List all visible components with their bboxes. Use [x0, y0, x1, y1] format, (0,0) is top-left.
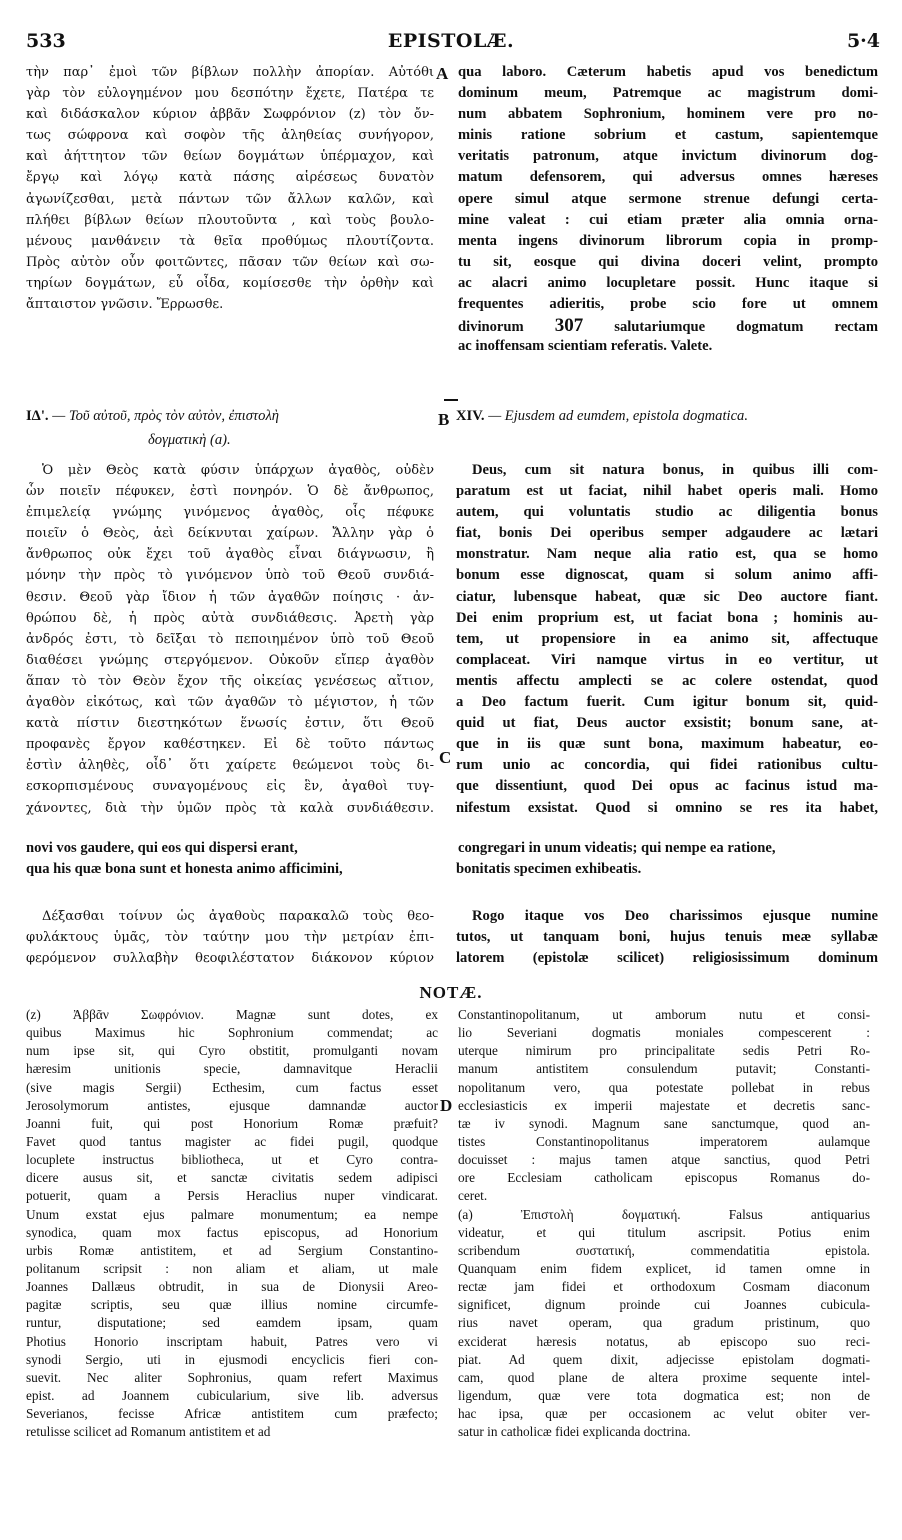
greek-line: καὶ ἀήττητον τῶν θείων δογμάτων ὑπέρμαχον, καὶ [26, 149, 434, 165]
note-line: suevit. Nec aliter Sophronius, quam refert Maximus [26, 1369, 438, 1385]
note-line: rius navet operam, qua gradum pristinum, quo [458, 1315, 870, 1331]
running-header [0, 30, 902, 56]
greek-letter-title: — Τοῦ αὐτοῦ, πρὸς τὸν αὐτὸν, ἐπιστολὴ [52, 408, 280, 424]
latin-line: mentis affectu amplecti se ac colere ostendat, quod [456, 672, 878, 689]
notes-right-column [458, 1006, 870, 1441]
note-line: Quanquam enim fidem explicet, id tamen omne in [458, 1260, 870, 1276]
note-line: exciderat hæresis notatus, ab episcopo suo reci- [458, 1333, 870, 1349]
note-line: lio Severiani dogmatis moniales compescerent : [458, 1025, 870, 1041]
full-row-1-right: congregari in unum videatis; qui nempe ea ratione, [458, 840, 776, 856]
note-line: Joannes Dallæus obtrudit, in sua de Dionysii Areo- [26, 1279, 438, 1295]
latin-line: a Deo factum fuerit. Cum igitur bonum sit, quid- [456, 694, 878, 711]
note-line: hæresim unitionis specie, damnavitque Heraclii [26, 1061, 438, 1077]
full-width-row-1 [26, 838, 876, 859]
latin-letter-number: XIV. [456, 408, 485, 424]
greek-line: Δέξασθαι τοίνυν ὡς ἀγαθοὺς παρακαλῶ τοὺς θεο- [42, 909, 434, 924]
note-line: num ipse sit, qui Cyro obstitit, promulganti novam [26, 1043, 438, 1059]
latin-letter-title: — Ejusdem ad eumdem, epistola dogmatica. [488, 408, 749, 424]
greek-line: πλήθει βίβλων θείων πλουτοῦντα , καὶ τοὺς βουλο- [26, 212, 434, 228]
note-line: pagitæ scriptis, seu quæ illius nomine circumfe- [26, 1297, 438, 1313]
latin-line: minis ratione sobrium et castum, sapientemque [458, 127, 878, 144]
latin-line: Dei enim proprium est, ut faciat bona ; hominis au- [456, 609, 878, 626]
note-line: runtur, disputatione; sed eamdem ipsam, quam [26, 1315, 438, 1331]
note-line: potuerit, quam a Persis Heraclius nuper vindicarat. [26, 1188, 438, 1204]
greek-column-b [26, 460, 434, 819]
notes-title: NOTÆ. [419, 983, 483, 1002]
note-line: Unum exstat ejus palmare monumentum; ea nempe [26, 1206, 438, 1222]
note-line: Favet quod tantus magister ac fidei pugil, quodque [26, 1133, 438, 1149]
latin-line: qua laboro. Cæterum habetis apud vos benedictum [458, 64, 878, 80]
latin-line: tem, ut propensiore in ea animo sit, affectuque [456, 630, 878, 647]
note-line: dicere ausus sit, et sanctæ civitatis sedem adipisci [26, 1170, 438, 1186]
column-marker-a: A [436, 64, 449, 83]
greek-line: μένους μανθάνειν τὰ θεῖα προθύμως πλουτίζοντα. [26, 233, 434, 249]
latin-line: quid ut fiat, Deus auctor exsistit; bonum sane, at- [456, 715, 878, 732]
latin-line: matum defensorem, qui adversus omnes hæreses [458, 169, 878, 186]
note-line: manum antistitem consulendum putavit; Constanti- [458, 1061, 870, 1077]
latin-line: veritatis patronum, atque invictum divinorum dog- [458, 148, 878, 165]
notes-left-column [26, 1006, 438, 1441]
greek-line: θρώπου δὲ, ἡ πρὸς αὐτὰ συνδιάθεσις. Ἀρετὴ γὰρ [26, 610, 434, 626]
greek-line: ἀγαθὸν εἰκότως, καὶ τῶν ἀγαθῶν τὸ μέγιστον, ἡ τῶν [26, 695, 434, 711]
note-line: (a) Ἐπιστολὴ δογματική. Falsus antiquarius [458, 1206, 870, 1222]
greek-line: κατὰ πίστιν διεστηκότων ἕνωσίς ἐστιν, ὅτι Θεοῦ [26, 716, 434, 732]
greek-line: ἐστὶν ἀληθὲς, οἶδ᾽ ὅτι χαίρετε θεώμενοι τοὺς δι- [26, 758, 434, 774]
latin-line: dominum meum, Patremque ac magistrum domi- [458, 85, 878, 102]
column-marker-c: C [439, 748, 452, 767]
greek-line: ἔργῳ καὶ λόγῳ κατὰ πάσης αἱρέσεως δυνατὸν [26, 170, 434, 186]
latin-column-a [458, 62, 878, 357]
greek-line: χάνοντες, διὰ τὴν ὑμῶν πρὸς τὰ καλὰ συνδιάθεσιν. [26, 800, 434, 816]
latin-line-part: salutariumque dogmatum rectam [614, 319, 878, 336]
greek-line: ἄνθρωπος οὐκ ἔχει τοῦ ἀγαθὸς εἶναι διάγνωσιν, ἢ [26, 547, 434, 563]
greek-letter-number: ΙΔ'. [26, 408, 49, 424]
note-line: Jerosolymorum antistes, ejusque damnandæ auctor [26, 1097, 438, 1113]
note-line: ecclesiasticis ex imperii majestate et decretis sanc- [458, 1097, 870, 1113]
note-line: Joanni fuit, qui post Honorium Romæ præfuit? [26, 1115, 438, 1131]
full-row-2-right: bonitatis specimen exhibeatis. [456, 861, 642, 877]
greek-line: ἐπιμελείᾳ γνώμης γινόμενος ἀγαθὸς, οἷς πέφυκε [26, 505, 434, 521]
note-line: significet, dignum proinde cui Joannes cubicula- [458, 1297, 870, 1313]
note-line: synodica, quam mox factus episcopus, ad Honorium [26, 1224, 438, 1240]
greek-line: μόνην τὴν πρὸς τὸ γινόμενον ὑπὸ τοῦ Θεοῦ συνδιά- [26, 568, 434, 584]
column-number: 307 [554, 315, 584, 337]
latin-line-part: divinorum [458, 319, 524, 336]
note-line: ligendum, quæ vere tota dogmatica est; non de [458, 1387, 870, 1403]
greek-line: τως σώφρονα καὶ σοφὸν τῆς ἀληθείας συνήγορον, [26, 128, 434, 144]
full-row-1-left: novi vos gaudere, qui eos qui dispersi erant, [26, 840, 298, 856]
latin-line: Deus, cum sit natura bonus, in quibus illi com- [472, 462, 878, 478]
greek-line: διαθέσει γνώμης στεργόμενον. Οὐκοῦν εἴπερ ἀγαθὸν [26, 652, 434, 668]
greek-line: ἅπαν τὸ τὸν Θεὸν ἔχον τῆς οἰκείας γενέσεως αἴτιον, [26, 673, 434, 689]
note-line: synodi Sergio, uti in ejusmodi encyclicis fieri con- [26, 1351, 438, 1367]
note-line: politanum scripsit : non aliam et aliam, ut male [26, 1260, 438, 1276]
note-line: rectæ jam fidei et orthodoxum Cosmam diaconum [458, 1279, 870, 1295]
latin-line: num abbatem Sophronium, hominem vere pro no- [458, 106, 878, 123]
latin-line: frequentes adieritis, probe scio fore ut omnem [458, 296, 878, 313]
note-line: satur in catholicæ fidei explicanda doctrina. [458, 1424, 691, 1440]
note-line: docuisset : majus tamen atque sanctius, quod Petri [458, 1152, 870, 1168]
note-line: Severianos, fecisse Africæ antistitem cum præfecto; [26, 1406, 438, 1422]
latin-line: tu sit, eosque qui divina doceri velint, prompto [458, 253, 878, 270]
note-line: (z) Ἀββᾶν Σωφρόνιον. Magnæ sunt dotes, ex [26, 1007, 438, 1022]
note-line: Photius Honorio inscriptam habuit, Patres vero vi [26, 1333, 438, 1349]
note-line: epist. ad Joannem cubicularium, sive lib. adversus [26, 1387, 438, 1403]
note-line: Constantinopolitanum, ut amborum nutu et consi- [458, 1007, 870, 1022]
latin-line: complaceat. Viri namque virtus in eo vertitur, ut [456, 651, 878, 668]
greek-letter-heading-2 [148, 432, 231, 449]
note-line: quibus Maximus hic Sophronium commendat; ac [26, 1025, 438, 1041]
latin-line: autem, qui voluntatis studio ac diligentia bonus [456, 504, 878, 521]
latin-line: ciatur, lubensque habeat, quæ sic Deo auctore fiant. [456, 588, 878, 605]
latin-line: latorem (epistolæ scilicet) religiosissimum dominum [456, 950, 878, 967]
greek-line: φερόμενον συλλαβὴν θεοφιλέστατον διάκονον κύριον [26, 951, 434, 967]
latin-line: opere simul atque sermone strenue defungi certa- [458, 190, 878, 207]
latin-line: mine valeat : cui etiam præter alia omnia orna- [458, 211, 878, 228]
page-number-left: 533 [26, 30, 66, 52]
note-line: videatur, et qui titulum ascripsit. Potius enim [458, 1224, 870, 1240]
note-line: scribendum συστατική, commendatitia epistola. [458, 1242, 870, 1258]
note-line: (sive magis Sergii) Ecthesim, cum factus esset [26, 1079, 438, 1095]
full-row-2-left: qua his quæ bona sunt et honesta animo afficimini, [26, 861, 343, 877]
greek-line: προφανὲς ἔργον καθέστηκεν. Εἰ δὲ τοῦτο πάντως [26, 737, 434, 753]
note-line: nopolitanum vero, qua potestate pollebat in rebus [458, 1079, 870, 1095]
note-line: hac ipsa, quæ per occasionem ac velut obiter ver- [458, 1406, 870, 1422]
latin-line: menta ingens divinorum librorum copia in promp- [458, 232, 878, 249]
latin-line: nifestum exsistat. Quod si omnino se res ita habet, [456, 799, 878, 816]
latin-column-b [456, 460, 878, 819]
greek-line: Ὁ μὲν Θεὸς κατὰ φύσιν ὑπάρχων ἀγαθὸς, οὐδὲν [42, 463, 434, 478]
latin-line-with-column-number [458, 315, 878, 336]
greek-line: Πρὸς αὐτὸν οὖν φοιτῶντες, πᾶσαν τῶν θείων καὶ σω- [26, 254, 434, 270]
column-marker-d: D [440, 1096, 453, 1115]
note-line: tistes Constantinopolitanus imperatorem aulamque [458, 1133, 870, 1149]
running-title: EPISTOLÆ. [387, 30, 515, 52]
greek-line: ἀγωνίζεσθαι, μετὰ πάντων τῶν ἄλλων καλῶν, καὶ [26, 191, 434, 207]
note-line: locuplete instructus bibliotheca, ut et Cyro contra- [26, 1152, 438, 1168]
greek-tail [26, 906, 434, 969]
page-number-right: 5·4 [846, 30, 880, 52]
section-divider [444, 399, 458, 401]
latin-line: ac inoffensam scientiam referatis. Valete. [458, 338, 713, 355]
greek-line: φυλάκτους ὑμᾶς, τὸν ταύτην μου τὴν μετρίαν ἐπι- [26, 930, 434, 946]
note-line: ore Ecclesiam catholicam episcopus Romanus do- [458, 1170, 870, 1186]
greek-column-a [26, 62, 434, 315]
note-line: ceret. [458, 1188, 488, 1204]
greek-line: θεσιν. Θεοῦ γὰρ ἴδιον ἡ τῶν ἀγαθῶν ποίησις · ἀν- [26, 589, 434, 605]
latin-line: que dissentiunt, quod Dei opus ac facinus istud ma- [456, 778, 878, 795]
greek-line: ἄπταιστον γνῶσιν. Ἔρρωσθε. [26, 297, 224, 313]
note-line: piat. Ad quem dixit, adjecisse epistolam dogmati- [458, 1351, 870, 1367]
full-width-row-2 [26, 859, 876, 880]
latin-line: Rogo itaque vos Deo charissimos ejusque numine [472, 908, 878, 924]
latin-line: tutos, ut tanquam boni, hujus tenuis meæ syllabæ [456, 929, 878, 946]
latin-line: bonum esse dignoscat, quam si solum animo affi- [456, 567, 878, 584]
note-line: uterque nimirum pro principalitate sedis Petri Ro- [458, 1043, 870, 1059]
latin-line: paratum est ut faciat, nihil habet operis mali. Homo [456, 483, 878, 500]
latin-line: fiat, bonis Dei operibus semper adgaudere ac lætari [456, 525, 878, 542]
latin-tail [456, 906, 878, 969]
greek-line: γὰρ τὸν εὐλογημένον μου δεσπότην ἔχετε, Πατέρα τε [26, 86, 434, 102]
note-line: retulisse scilicet ad Romanum antistitem et ad [26, 1424, 271, 1440]
greek-line: καὶ διδάσκαλον κύριον ἀββᾶν Σωφρόνιον (z) τὸν ὄν- [26, 107, 434, 123]
latin-line: monstratur. Nam neque alia ratio est, qua se homo [456, 546, 878, 563]
latin-line: rum unio ac concordia, qui fidei rationibus cultu- [456, 757, 878, 774]
note-line: tæ iv synodi. Magnum sane sanctumque, quod an- [458, 1115, 870, 1131]
greek-letter-heading [26, 408, 279, 425]
note-line: urbis Romæ antistitem, et ad Sergium Constantino- [26, 1242, 438, 1258]
greek-line: ἀνδρός ἐστι, τὸ δεῖξαι τὸ πεποιημένον ὑπὸ τοῦ Θεοῦ [26, 631, 434, 647]
greek-line: ὧν ποιεῖν πέφυκεν, ἐστὶ πονηρόν. Ὁ δὲ ἄνθρωπος, [26, 484, 434, 500]
latin-line: ac alacri animo locupletare possit. Hunc itaque si [458, 274, 878, 291]
latin-letter-heading [456, 408, 748, 425]
greek-line: εσκορπισμένους συναγομένους εἰς ἓν, ἀγαθοὶ τυγ- [26, 779, 434, 795]
greek-line: ποιεῖν ὁ Θεὸς, ἀεὶ δείκνυται χαίρων. Ἄλλην γὰρ ὁ [26, 526, 434, 542]
greek-line: τηρίων δογμάτων, εὖ οἶδα, κομίσεσθε τὴν ὀρθὴν καὶ [26, 275, 434, 291]
column-marker-b: B [438, 410, 450, 429]
note-line: cam, quod plane de altera proxime sequente intel- [458, 1369, 870, 1385]
greek-letter-title-2: δογματικὴ (a). [148, 432, 231, 448]
latin-line: que in iis quæ sunt bona, maximum habeatur, eo- [456, 736, 878, 753]
greek-line: τὴν παρ᾽ ἐμοὶ τῶν βίβλων πολλὴν ἀπορίαν. Αὐτόθι [26, 65, 434, 80]
